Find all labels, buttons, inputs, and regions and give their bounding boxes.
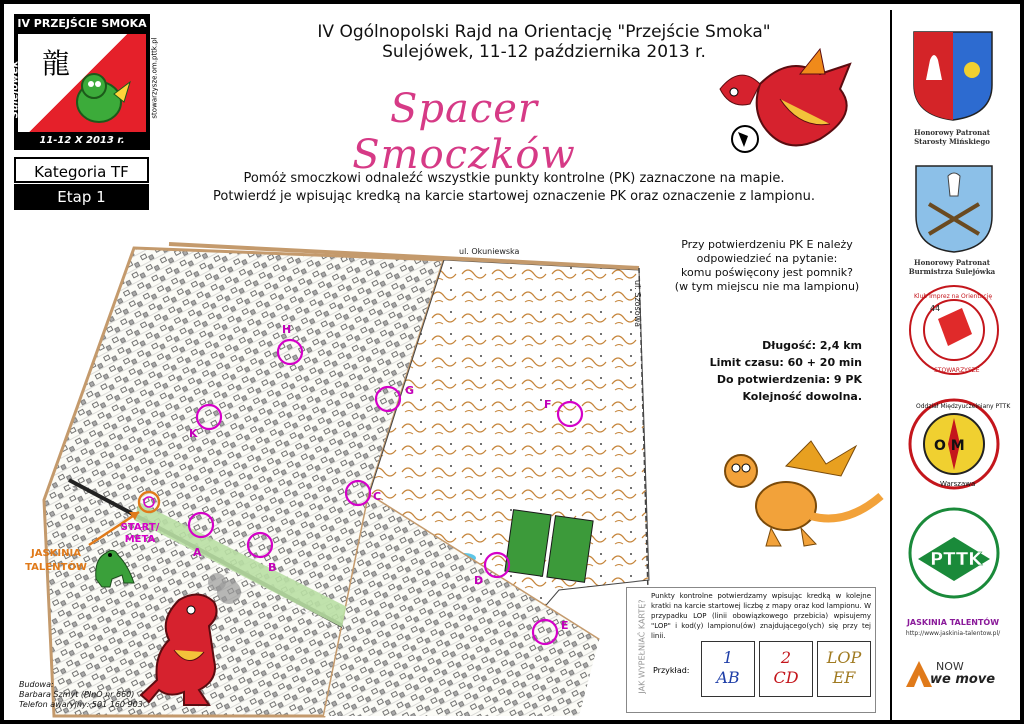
question-line-2: odpowiedzieć na pytanie: [696,252,838,265]
example-cell-3 [817,641,871,697]
jaskinia-logo: JASKINIA TALENTÓW [906,618,1000,627]
footer-credits [19,680,143,710]
example-label: Przykład: [653,666,690,675]
pttk-ring-text: Oddział Międzyuczelniany PTTK [916,403,1011,410]
svg-text:F: F [544,398,552,411]
instructions-line-2: Potwierdź je wpisując kredką na karcie startowej oznaczenie PK oraz oznaczenie z lampionu. [213,189,815,204]
patron-starosta-line-1: Honorowy Patronat [914,128,990,137]
time-limit: Limit czasu: 60 + 20 min [709,356,862,369]
logo-url: stowarzysze.om.pttk.pl [150,37,159,119]
checkpoints-count: Do potwierdzenia: 9 PK [716,373,862,386]
category-label: Kategoria TF [14,157,149,183]
cell-3-top: LOP [826,648,862,667]
street-label-szosowa: ul. Szosowa [633,280,642,328]
event-logo [9,14,159,150]
pttk-letters: O M [934,438,965,454]
logo-date: 11-12 X 2013 r. [14,132,150,150]
red-dragon-bottom-illustration [139,570,249,710]
course-stats [672,337,862,405]
pttk-logo [908,507,1000,599]
klub-bottom-text: STOWARZYSZE [934,367,980,374]
question-line-4: (w tym miejscu nie ma lampionu) [674,280,860,293]
svg-text:A: A [193,546,202,559]
sulejowek-coat-of-arms [914,164,994,254]
svg-text:G: G [405,384,415,397]
question-line-1: Przy potwierdzeniu PK E należy [681,238,853,251]
orange-dragon-illustration [716,436,886,556]
cell-1-bottom: AB [716,668,740,687]
klub-name: Klub Imprez na Orientację [914,293,993,300]
klub-number: 44 [930,304,941,313]
footer-line-3: Telefon awaryjny: 501 160 903 [19,700,143,709]
start-label: START/ META [120,522,160,545]
event-subtitle: Sulejówek, 11-12 października 2013 r. [382,42,706,62]
instructions [204,170,824,206]
logo-dragon-icon [64,64,134,129]
cell-3-bottom: EF [832,668,856,687]
question-text [672,238,862,294]
svg-text:B: B [268,561,277,574]
card-instructions [626,587,876,713]
cell-1-top: 1 [722,648,734,667]
svg-text:E: E [561,619,569,632]
question-line-3: komu poświęcony jest pomnik? [681,266,853,279]
green-dinosaur-icon [88,539,140,591]
starosta-coat-of-arms [912,30,994,122]
footer-line-1: Budowa: [19,680,54,689]
logo-side-text: Sulejówek [9,60,21,119]
footer-line-2: Barbara Szmyt (PInO nr 660) [19,690,135,699]
cell-2-bottom: CD [773,668,799,687]
svg-text:C: C [373,490,382,503]
example-cell-2 [759,641,813,697]
card-side-label: JAK WYPEŁNIAĆ KARTĘ? [637,599,647,694]
red-dragon-illustration [700,44,870,164]
page-title: Spacer Smoczków [352,86,576,178]
cave-label: JASKINIA TALENTÓW [25,548,87,573]
patron-starosta [892,128,1012,146]
we-move-text: we move [930,672,996,687]
cell-2-top: 2 [780,648,792,667]
event-title: IV Ogólnopolski Rajd na Orientację "Przejście Smoka" [317,22,771,42]
course-length: Długość: 2,4 km [762,339,862,352]
order-note: Kolejność dowolna. [742,390,862,403]
street-label-okuniewska: ul. Okuniewska [459,247,520,256]
logo-dragon-glyph: 龍 [42,47,71,80]
patron-burmistrz: Honorowy Patronat Burmistrza Sulejówka [908,258,996,276]
card-text: Punkty kontrolne potwierdzamy wpisując kredką w kolejne kratki na karcie startowej liczbę z mapy oraz kod lampionu. W przypadku LOP (linii obowiązkowego przebicia) wpisujemy "LOP" i kod(y) lampionu(ów) znajdującego(ych) się przy tej linii. [651,592,871,640]
example-cell-1 [701,641,755,697]
instructions-line-1: Pomóż smoczkowi odnaleźć wszystkie punkty kontrolne (PK) zaznaczone na mapie. [243,171,785,186]
map-sheet [4,4,1020,720]
pttk-warszawa-logo [908,398,1011,490]
svg-text:K: K [189,427,198,440]
stage-label: Etap 1 [14,184,149,210]
orienteering-map [39,240,669,716]
klub-imprez-logo [908,284,1000,376]
svg-text:D: D [474,574,484,587]
pttk-text: PTTK [930,549,983,570]
logo-title: IV PRZEJŚCIE SMOKA [14,14,150,34]
patron-starosta-line-2: Starosty Mińskiego [914,137,990,146]
svg-text:H: H [282,323,292,336]
jaskinia-url: http://www.jaskinia-talentow.pl/ [905,630,1001,637]
pttk-city: Warszawa [940,480,976,488]
now-text: NOW [936,660,964,673]
